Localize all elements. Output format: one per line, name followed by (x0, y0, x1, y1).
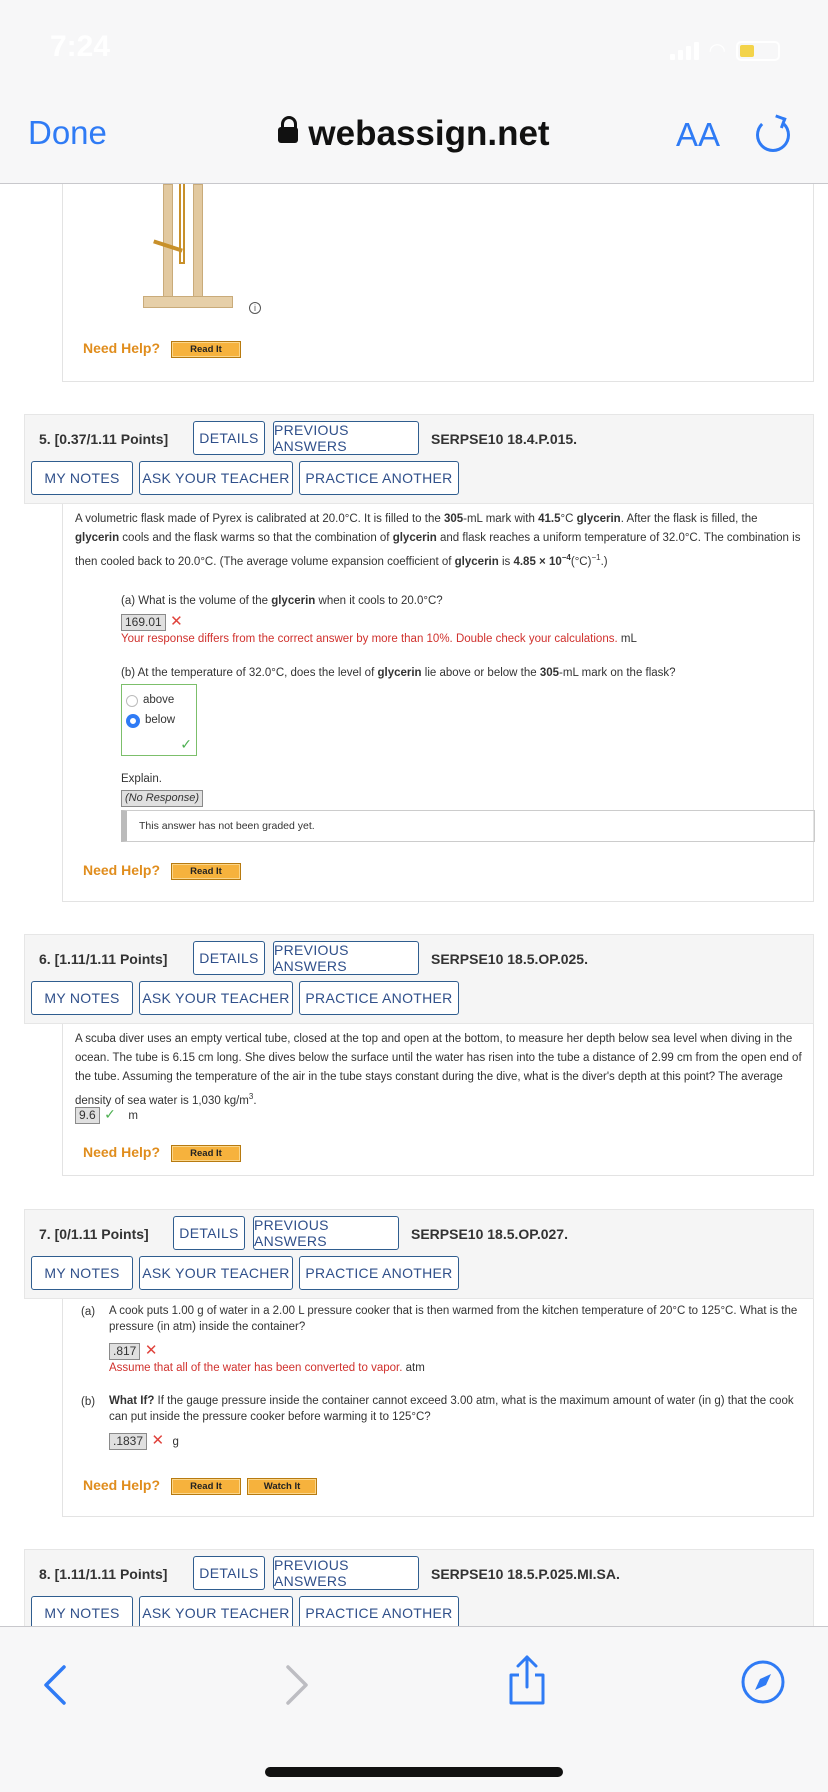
part-b-options (121, 684, 197, 756)
details-button[interactable]: DETAILS (173, 1216, 245, 1250)
read-it-button[interactable]: Read It (171, 863, 241, 880)
read-it-button[interactable]: Read It (171, 1145, 241, 1162)
watch-it-button[interactable]: Watch It (247, 1478, 317, 1495)
my-notes-button[interactable]: MY NOTES (31, 1256, 133, 1290)
previous-answers-button[interactable]: PREVIOUS ANSWERS (273, 1556, 419, 1590)
ask-your-teacher-button[interactable]: ASK YOUR TEACHER (139, 461, 293, 495)
signal-icon (670, 42, 699, 60)
question-7-points: 7. [0/1.11 Points] (39, 1226, 149, 1242)
part-a-feedback: Assume that all of the water has been converted to vapor. (109, 1362, 403, 1374)
incorrect-x-icon: ✕ (170, 613, 183, 630)
previous-answers-button[interactable]: PREVIOUS ANSWERS (273, 421, 419, 455)
need-help-label: Need Help? (83, 862, 161, 878)
question-6-header (24, 934, 814, 1024)
practice-another-button[interactable]: PRACTICE ANOTHER (299, 461, 459, 495)
lock-icon (278, 127, 298, 143)
question-5-card (62, 504, 814, 902)
question-5-header (24, 414, 814, 504)
question-7-card (62, 1299, 814, 1517)
ask-your-teacher-button[interactable]: ASK YOUR TEACHER (139, 981, 293, 1015)
read-it-button[interactable]: Read It (171, 341, 241, 358)
part-b-unit: g (172, 1436, 179, 1448)
question-8-reference: SERPSE10 18.5.P.025.MI.SA. (431, 1566, 620, 1582)
my-notes-button[interactable]: MY NOTES (31, 1596, 133, 1626)
my-notes-button[interactable]: MY NOTES (31, 981, 133, 1015)
radio-below-selected[interactable] (126, 714, 140, 728)
part-a-feedback-row (109, 1359, 425, 1378)
details-button[interactable]: DETAILS (193, 421, 265, 455)
previous-answers-button[interactable]: PREVIOUS ANSWERS (273, 941, 419, 975)
question-5-text: A volumetric flask made of Pyrex is calibrated at 20.0°C. It is filled to the 305-mL mark with 41.5°C glycerin. After the flask is filled, the glycerin cools and the flask warms so that the combination of glycerin and flask reaches a uniform temperature of 32.0°C. The combination is then cooled back to 20.0°C. (The average volume expansion coefficient of glycerin is $4.85 \times 10^{-4}(^\circ C)^{-1}$.) (75, 513, 801, 568)
details-button[interactable]: DETAILS (193, 941, 265, 975)
home-indicator (265, 1767, 563, 1777)
part-a-unit: mL (620, 633, 637, 645)
part-b-answer-row (109, 1431, 179, 1452)
ask-your-teacher-button[interactable]: ASK YOUR TEACHER (139, 1596, 293, 1626)
radio-above[interactable] (126, 695, 138, 707)
browser-top-bar (0, 0, 828, 184)
question-8-points: 8. [1.11/1.11 Points] (39, 1566, 168, 1582)
ask-your-teacher-button[interactable]: ASK YOUR TEACHER (139, 1256, 293, 1290)
question-6-reference: SERPSE10 18.5.OP.025. (431, 951, 588, 967)
part-a-text: A cook puts 1.00 g of water in a 2.00 L pressure cooker that is then warmed from the kitchen temperature of 20°C to 125°C. What is the pressure (in atm) inside the container? (109, 1305, 798, 1333)
need-help-label: Need Help? (83, 1477, 161, 1493)
battery-icon (736, 41, 780, 61)
part-b-answer-box[interactable]: .1837 (109, 1433, 147, 1450)
part-a-question: (a) What is the volume of the glycerin when it cools to 20.0°C? (121, 595, 443, 607)
practice-another-button[interactable]: PRACTICE ANOTHER (299, 981, 459, 1015)
status-time: 7:24 (50, 30, 111, 63)
question-6-text: A scuba diver uses an empty vertical tube, closed at the top and open at the bottom, to measure her depth below sea level when diving in the ocean. The tube is 6.15 cm long. She dives below the surface until the water has risen into the tube a distance of 2.99 cm from the open end of the tube. Assuming the temperature of the air in the tube stays constant during the dive, what is the diver's depth at this point? The average density of sea water is 1,030 $kg/m^3$. (75, 1033, 802, 1107)
details-button[interactable]: DETAILS (193, 1556, 265, 1590)
question-4-card (62, 184, 814, 382)
option-below[interactable]: below (126, 711, 175, 730)
part-a-feedback: Your response differs from the correct answer by more than 10%. Double check your calculations. (121, 633, 618, 645)
graded-note: This answer has not been graded yet. (139, 820, 315, 832)
question-6-card (62, 1024, 814, 1176)
question-5-points: 5. [0.37/1.11 Points] (39, 431, 169, 447)
my-notes-button[interactable]: MY NOTES (31, 461, 133, 495)
share-icon[interactable] (506, 1653, 548, 1707)
option-above[interactable]: above (126, 691, 174, 710)
explain-answer-row (121, 788, 203, 807)
part-b-question: (b) At the temperature of 32.0°C, does the level of glycerin lie above or below the 305-mL mark on the flask? (121, 667, 676, 679)
question-6-points: 6. [1.11/1.11 Points] (39, 951, 168, 967)
apparatus-illustration (143, 184, 253, 312)
correct-check-icon: ✓ (180, 736, 192, 752)
practice-another-button[interactable]: PRACTICE ANOTHER (299, 1596, 459, 1626)
question-7-header (24, 1209, 814, 1299)
question-6-answer-box[interactable]: 9.6 (75, 1107, 100, 1124)
page-content (0, 184, 828, 1626)
question-6-answer-row (75, 1106, 138, 1126)
part-a-feedback-row (121, 630, 637, 649)
correct-check-icon: ✓ (104, 1106, 116, 1122)
need-help-label: Need Help? (83, 1144, 161, 1160)
reader-aa-button[interactable]: AA (676, 116, 721, 153)
back-icon[interactable] (40, 1663, 70, 1707)
status-icons (670, 38, 780, 63)
info-icon[interactable]: i (249, 302, 261, 314)
question-8-header (24, 1549, 814, 1626)
explain-answer-box[interactable]: (No Response) (121, 790, 203, 807)
part-a-unit: atm (405, 1362, 425, 1374)
question-7-reference: SERPSE10 18.5.OP.027. (411, 1226, 568, 1242)
compass-icon[interactable] (740, 1659, 786, 1705)
browser-bottom-bar (0, 1626, 828, 1792)
graded-note-box (121, 810, 815, 842)
part-a-answer-row (121, 612, 183, 631)
read-it-button[interactable]: Read It (171, 1478, 241, 1495)
need-help-label: Need Help? (83, 340, 161, 356)
part-a-answer-box[interactable]: .817 (109, 1343, 140, 1360)
previous-answers-button[interactable]: PREVIOUS ANSWERS (253, 1216, 399, 1250)
question-5-reference: SERPSE10 18.4.P.015. (431, 431, 578, 447)
part-a-answer-box[interactable]: 169.01 (121, 614, 166, 631)
wifi-icon: ◠ (708, 40, 726, 62)
part-b-label: (b) (81, 1396, 96, 1408)
reload-icon[interactable] (756, 118, 790, 152)
explain-label: Explain. (121, 773, 162, 785)
url-text: webassign.net (308, 114, 550, 153)
forward-icon[interactable] (282, 1663, 312, 1707)
incorrect-x-icon: ✕ (151, 1432, 165, 1449)
practice-another-button[interactable]: PRACTICE ANOTHER (299, 1256, 459, 1290)
part-b-text: What If? If the gauge pressure inside the container cannot exceed 3.00 atm, what is the maximum amount of water (in g) that the cook can put inside the pressure cooker before warming it to 125°C? (109, 1395, 794, 1423)
done-button[interactable]: Done (28, 114, 107, 151)
part-a-answer-row (109, 1341, 157, 1360)
question-6-unit: m (128, 1110, 138, 1122)
part-a-label: (a) (81, 1306, 96, 1318)
incorrect-x-icon: ✕ (144, 1342, 158, 1359)
